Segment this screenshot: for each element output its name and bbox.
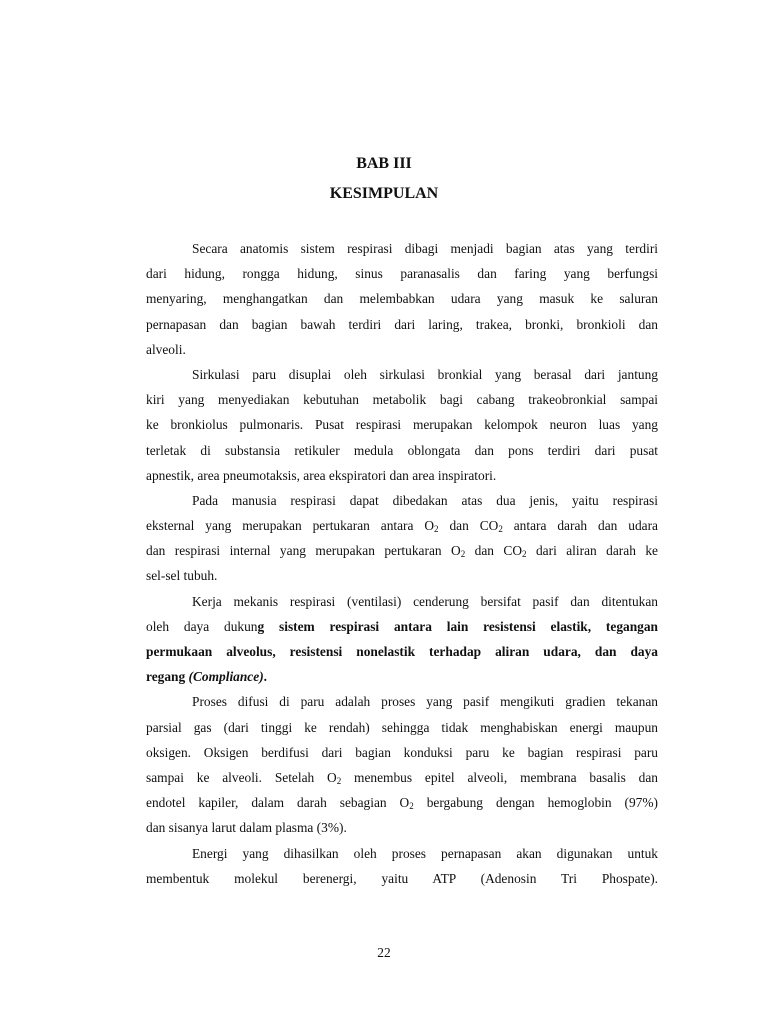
paragraph-3-line: dan respirasi internal yang merupakan pertukaran $O_2$ dan $CO_2$ dari aliran darah ke bbox=[146, 543, 658, 560]
paragraph-1-line: pernapasan dan bagian bawah terdiri dari laring, trakea, bronki, bronkioli dan bbox=[146, 316, 658, 332]
paragraph-5-line: endotel kapiler, dalam darah sebagian $O_2$ bergabung dengan hemoglobin (97%) bbox=[146, 795, 658, 812]
paragraph-3-line: eksternal yang merupakan pertukaran antara $O_2$ dan $CO_2$ antara darah dan udara bbox=[146, 518, 658, 535]
paragraph-2-line: kiri yang menyediakan kebutuhan metabolik bagi cabang trakeobronkial sampai bbox=[146, 392, 658, 408]
paragraph-5-line: oksigen. Oksigen berdifusi dari bagian konduksi paru ke bagian respirasi paru bbox=[146, 744, 658, 760]
paragraph-2-line: terletak di substansia retikuler medula oblongata dan pons terdiri dari pusat bbox=[146, 442, 658, 458]
paragraph-1-line: Secara anatomis sistem respirasi dibagi menjadi bagian atas yang terdiri bbox=[192, 241, 658, 256]
paragraph-3-line: Pada manusia respirasi dapat dibedakan atas dua jenis, yaitu respirasi bbox=[192, 492, 658, 508]
document-body bbox=[146, 236, 658, 891]
paragraph-5-line: dan sisanya larut dalam plasma (3%). bbox=[146, 820, 347, 836]
paragraph-2-line: apnestik, area pneumotaksis, area ekspiratori dan area inspiratori. bbox=[146, 467, 497, 483]
paragraph-3-line: sel-sel tubuh. bbox=[146, 568, 218, 584]
paragraph-5-line: sampai ke alveoli. Setelah $O_2$ menembus epitel alveoli, membrana basalis dan bbox=[146, 769, 658, 786]
paragraph-4-line: oleh daya dukung sistem respirasi antara lain resistensi elastik, tegangan bbox=[146, 618, 658, 634]
paragraph-5-line: parsial gas (dari tinggi ke rendah) sehingga tidak menghabiskan energi maupun bbox=[146, 719, 658, 735]
paragraph-6-line: Energi yang dihasilkan oleh proses pernapasan akan digunakan untuk bbox=[192, 845, 658, 861]
paragraph-1-line: dari hidung, rongga hidung, sinus paranasalis dan faring yang berfungsi bbox=[146, 266, 658, 282]
paragraph-4-line: permukaan alveolus, resistensi nonelastik terhadap aliran udara, dan daya bbox=[146, 644, 658, 659]
paragraph-2-line: ke bronkiolus pulmonaris. Pusat respirasi merupakan kelompok neuron luas yang bbox=[146, 417, 658, 433]
paragraph-4-line: Kerja mekanis respirasi (ventilasi) cenderung bersifat pasif dan ditentukan bbox=[192, 593, 658, 609]
paragraph-6-line: membentuk molekul berenergi, yaitu ATP (Adenosin Tri Phospate). bbox=[146, 870, 658, 886]
paragraph-1-line: menyaring, menghangatkan dan melembabkan udara yang masuk ke saluran bbox=[146, 291, 658, 307]
paragraph-5-line: Proses difusi di paru adalah proses yang pasif mengikuti gradien tekanan bbox=[192, 694, 658, 710]
paragraph-1-line: alveoli. bbox=[146, 341, 186, 357]
paragraph-2-line: Sirkulasi paru disuplai oleh sirkulasi bronkial yang berasal dari jantung bbox=[192, 366, 658, 382]
chapter-title: KESIMPULAN bbox=[329, 185, 439, 202]
page-number: 22 bbox=[377, 945, 391, 960]
paragraph-4-line: regang (Compliance). bbox=[146, 669, 268, 685]
chapter-heading: BAB III bbox=[356, 155, 412, 172]
